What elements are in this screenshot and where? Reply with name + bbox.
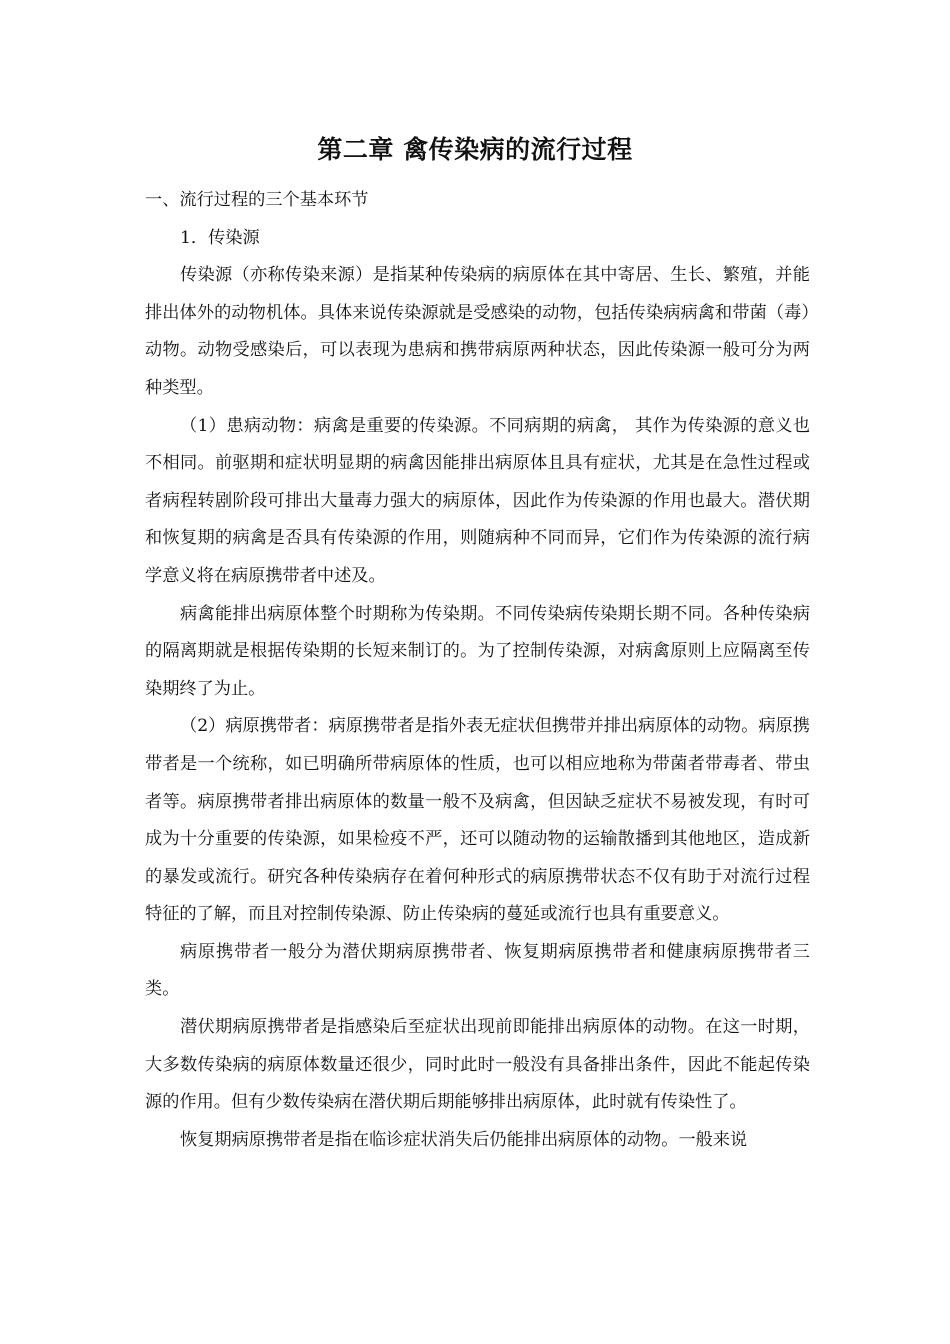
paragraph-3: 病禽能排出病原体整个时期称为传染期。不同传染病传染期长期不同。各种传染病的隔离期就是根据传染期的长短来制订的。为了控制传染源，对病禽原则上应隔离至传染期终了为止。 (145, 603, 810, 699)
paragraph-5: 病原携带者一般分为潜伏期病原携带者、恢复期病原携带者和健康病原携带者三类。 (145, 941, 810, 1000)
paragraph-4: （2）病原携带者：病原携带者是指外表无症状但携带并排出病原体的动物。病原携带者是一个统称，如已明确所带病原体的性质，也可以相应地称为带菌者带毒者、带虫者等。病原携带者排出病原体的数量一般不及病禽，但因缺乏症状不易被发现，有时可成为十分重要的传染源，如果检疫不严，还可以随动物的运输散播到其他地区，造成新的暴发或流行。研究各种传染病存在着何种形式的病原携带状态不仅有助于对流行过程特征的了解，而且对控制传染源、防止传染病的蔓延或流行也具有重要意义。 (145, 716, 810, 925)
subsection-heading: 1．传染源 (180, 227, 260, 248)
paragraph-7: 恢复期病原携带者是指在临诊症状消失后仍能排出病原体的动物。一般来说 (180, 1129, 748, 1150)
paragraph-2: （1）患病动物：病禽是重要的传染源。不同病期的病禽， 其作为传染源的意义也不相同。前驱期和症状明显期的病禽因能排出病原体且具有症状，尤其是在急性过程或者病程转剧阶段可排出大量毒力强大的病原体，因此作为传染源的作用也最大。潜伏期和恢复期的病禽是否具有传染源的作用，则随病种不同而异，它们作为传染源的流行病学意义将在病原携带者中述及。 (145, 415, 810, 586)
paragraph-6: 潜伏期病原携带者是指感染后至症状出现前即能排出病原体的动物。在这一时期，大多数传染病的病原体数量还很少，同时此时一般没有具备排出条件，因此不能起传染源的作用。但有少数传染病在潜伏期后期能够排出病原体，此时就有传染性了。 (145, 1017, 810, 1113)
chapter-title: 第二章 禽传染病的流行过程 (317, 135, 633, 164)
document-body (145, 182, 810, 1159)
section-heading: 一、流行过程的三个基本环节 (145, 190, 369, 210)
paragraph-1: 传染源（亦称传染来源）是指某种传染病的病原体在其中寄居、生长、繁殖，并能排出体外的动物机体。具体来说传染源就是受感染的动物，包括传染病病禽和带菌（毒）动物。动物受感染后，可以表现为患病和携带病原两种状态，因此传染源一般可分为两种类型。 (145, 265, 810, 398)
